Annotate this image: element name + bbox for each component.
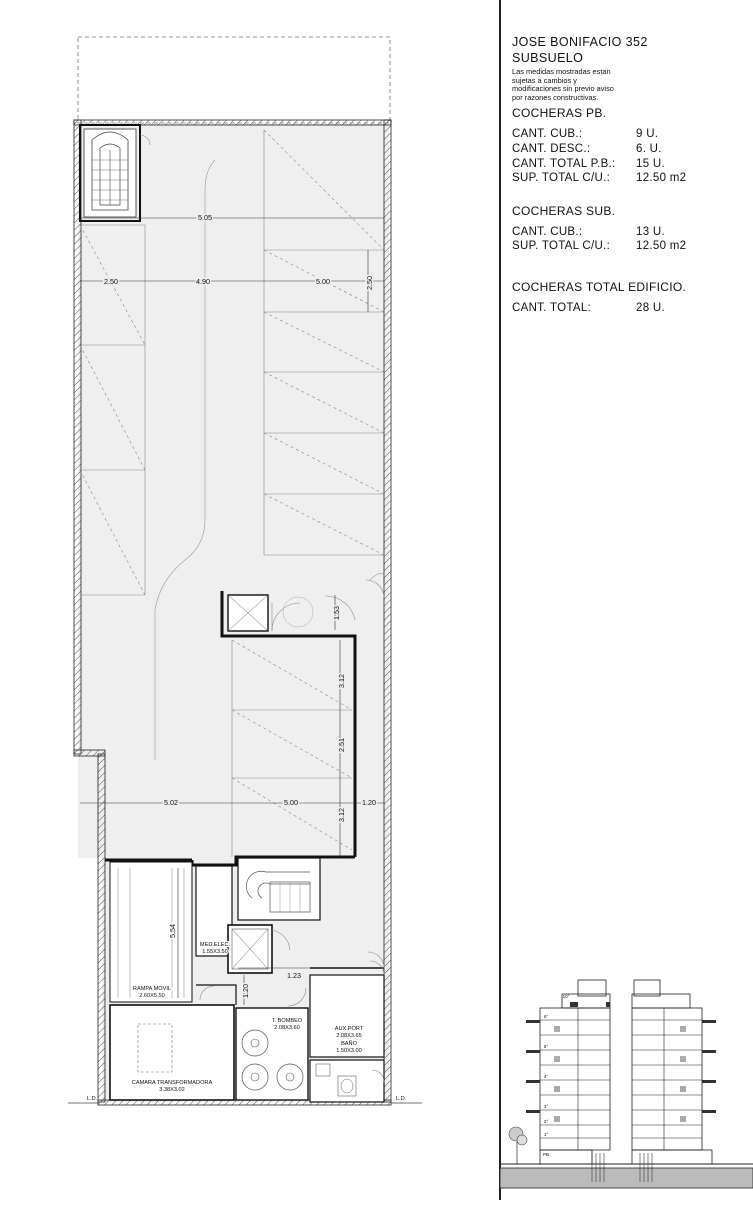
- note-line: sujetas a cambios y: [512, 75, 577, 85]
- info-panel: [512, 34, 747, 316]
- elev-label-top: 10°: [562, 994, 570, 999]
- room-rampa-size: 2.60X5.50: [139, 993, 165, 999]
- room-bano-name: BAÑO: [341, 1041, 357, 1047]
- row-label: CANT. TOTAL P.B.:: [512, 157, 616, 170]
- elev-floor-label: 2°: [543, 1119, 549, 1124]
- cocheras-sub-table: [512, 225, 747, 254]
- lot-line-left: L.D.: [87, 1096, 98, 1102]
- row-label: CANT. TOTAL:: [512, 301, 592, 314]
- note-line: por razones constructivas.: [512, 92, 599, 102]
- row-value: 15 U.: [636, 157, 665, 170]
- dim-500-lower: 5.00: [284, 798, 298, 807]
- table-row: [512, 142, 747, 157]
- row-value: 12.50 m2: [636, 172, 687, 185]
- room-bombeo-name: T. BOMBEO: [271, 1018, 303, 1024]
- dim-120-right: 1.20: [362, 798, 376, 807]
- row-value: 6. U.: [636, 142, 662, 155]
- dim-502: 5.02: [164, 798, 178, 807]
- elev-floor-label: 6°: [543, 1014, 549, 1019]
- upper-lot-outline: [78, 37, 390, 123]
- lot-line-right: L.D.: [396, 1096, 407, 1102]
- dim-120-service: 1.20: [241, 984, 250, 998]
- room-auxport-name: AUX.PORT: [334, 1026, 364, 1032]
- dim-505: 5.05: [198, 213, 212, 222]
- cocheras-sub-heading: COCHERAS SUB.: [512, 203, 616, 218]
- dim-123: 1.23: [287, 971, 301, 980]
- room-bano-size: 1.50X3.00: [336, 1048, 362, 1054]
- elev-floor-label: 4°: [543, 1074, 549, 1079]
- dim-153: 1.53: [332, 606, 341, 620]
- note-line: Las medidas mostradas estan: [512, 67, 611, 76]
- cocheras-pb-table: [512, 127, 747, 185]
- building-elevation: [500, 968, 753, 1200]
- cocheras-pb-heading: COCHERAS PB.: [512, 106, 607, 121]
- row-value: 13 U.: [636, 225, 665, 238]
- room-auxport-size: 2.08X3.65: [336, 1033, 362, 1039]
- table-row: [512, 157, 747, 172]
- row-label: CANT. CUB.:: [512, 128, 583, 141]
- table-row: [512, 301, 747, 316]
- dim-500-upper: 5.00: [316, 277, 330, 286]
- stair-core: [80, 125, 140, 221]
- level-name: SUBSUELO: [512, 51, 584, 65]
- row-label: SUP. TOTAL C/U.:: [512, 240, 611, 253]
- row-label: CANT. DESC.:: [512, 142, 591, 155]
- table-row: [512, 225, 747, 240]
- note-line: modificaciones sin previo aviso: [512, 84, 614, 94]
- row-value: 12.50 m2: [636, 240, 687, 253]
- elevation-drawing: [500, 968, 753, 1200]
- dim-490: 4.90: [196, 277, 210, 286]
- room-med-name: MED.ELEC.: [199, 942, 231, 948]
- dim-554: 5.54: [168, 924, 177, 938]
- cocheras-total-table: [512, 301, 747, 316]
- row-value: 28 U.: [636, 301, 665, 314]
- table-row: [512, 171, 747, 186]
- dim-312-upper: 3.12: [337, 674, 346, 688]
- dim-250: 2.50: [104, 277, 118, 286]
- elev-floor-label: 3°: [543, 1104, 549, 1109]
- row-value: 9 U.: [636, 128, 659, 141]
- dim-250-vertical: 2.50: [365, 276, 374, 290]
- table-row: [512, 239, 747, 254]
- elev-ground-label: PB: [542, 1152, 550, 1157]
- dim-251: 2.51: [337, 738, 346, 752]
- table-row: [512, 127, 747, 142]
- row-label: CANT. CUB.:: [512, 225, 583, 238]
- room-med-size: 1.55X3.50: [202, 949, 228, 955]
- dim-312-lower: 3.12: [337, 808, 346, 822]
- room-camara-name: CAMARA TRANSFORMADORA: [131, 1080, 213, 1086]
- tree-icon: [509, 1127, 527, 1164]
- cocheras-total-heading: COCHERAS TOTAL EDIFICIO.: [512, 279, 687, 294]
- project-address: JOSE BONIFACIO 352: [512, 35, 648, 49]
- row-label: SUP. TOTAL C/U.:: [512, 172, 611, 185]
- elev-floor-label: 1°: [543, 1132, 549, 1137]
- elevation-floor-labels: [543, 994, 570, 1157]
- room-rampa-name: RAMPA MOVIL: [132, 986, 172, 992]
- elev-floor-label: 5°: [543, 1044, 549, 1049]
- disclaimer-note: [512, 68, 747, 102]
- room-bombeo-size: 2.08X3.60: [274, 1025, 300, 1031]
- room-camara-size: 3.38X3.02: [159, 1087, 185, 1093]
